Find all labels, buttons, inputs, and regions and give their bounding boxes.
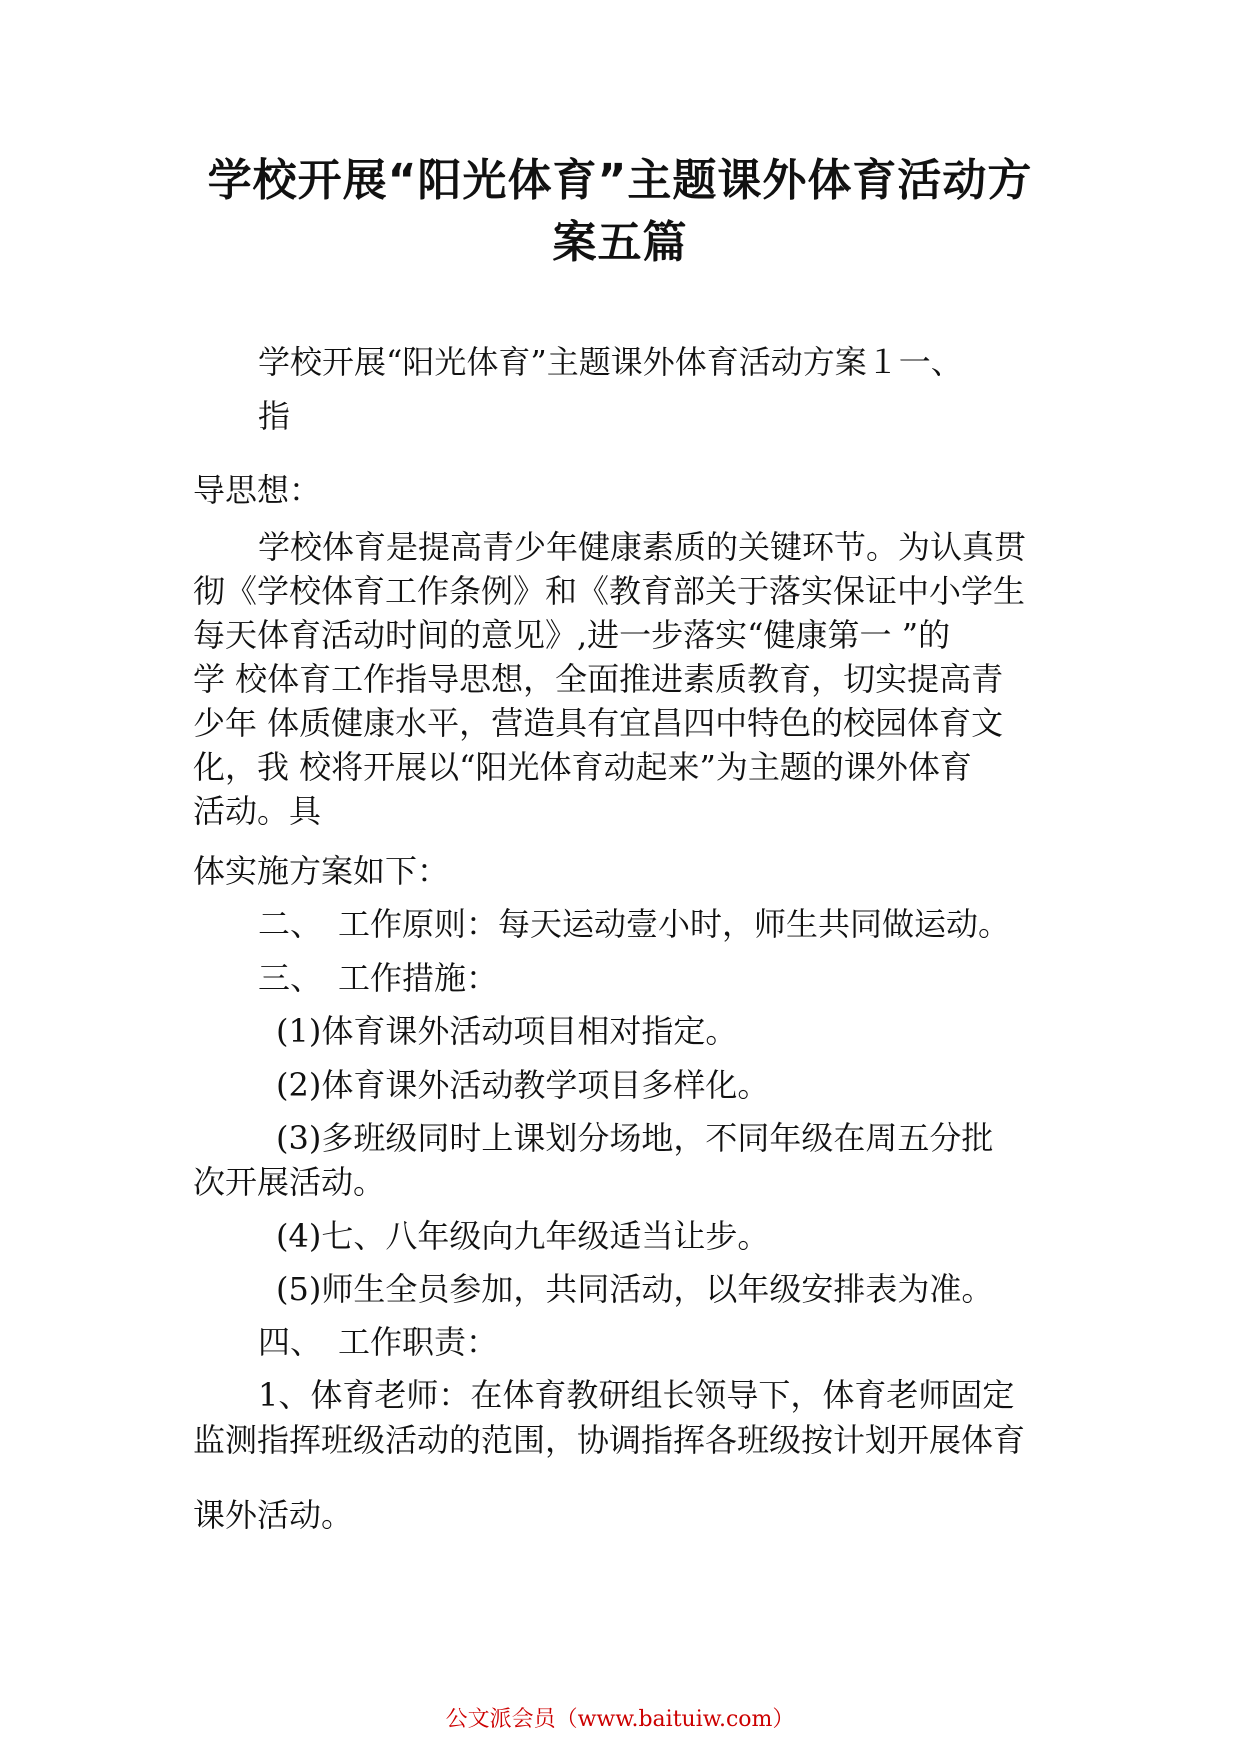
body-line: (5)师生全员参加，共同活动，以年级安排表为准。 [276,1270,994,1308]
body-line: (4)七、八年级向九年级适当让步。 [276,1217,770,1255]
body-line: (2)体育课外活动教学项目多样化。 [276,1066,770,1104]
body-line: 活动。具 [193,792,322,830]
body-line: 学 校体育工作指导思想，全面推进素质教育，切实提高青 [193,660,1004,698]
body-line: 体实施方案如下： [193,852,450,890]
body-line: 导思想： [193,471,322,509]
body-line: (1)体育课外活动项目相对指定。 [276,1012,738,1050]
watermark-footer: 公文派会员（www.baituiw.com） [445,1707,795,1732]
body-line: 指 [258,397,291,435]
body-line: 监测指挥班级活动的范围，协调指挥各班级按计划开展体育 [193,1421,1026,1459]
body-line: 1、体育老师：在体育教研组长领导下，体育老师固定 [258,1376,1015,1414]
body-line: 三、 工作措施： [258,959,499,997]
title-line-1: 学校开展“阳光体育”主题课外体育活动方 [207,155,1033,206]
body-line: 课外活动。 [193,1496,354,1534]
body-line: 彻《学校体育工作条例》和《教育部关于落实保证中小学生 [193,572,1026,610]
body-line: 二、 工作原则：每天运动壹小时，师生共同做运动。 [258,905,1011,943]
body-line: 化，我 校将开展以“阳光体育动起来”为主题的课外体育 [193,748,972,786]
title-line-2: 案五篇 [552,217,688,268]
document-title [180,150,1060,274]
body-line: 次开展活动。 [193,1163,386,1201]
body-line: (3)多班级同时上课划分场地，不同年级在周五分批 [276,1119,994,1157]
body-line: 四、 工作职责： [258,1323,499,1361]
body-line: 少年 体质健康水平，营造具有宜昌四中特色的校园体育文 [193,704,1004,742]
body-line: 学校开展“阳光体育”主题课外体育活动方案１一、 [258,343,963,381]
body-line: 学校体育是提高青少年健康素质的关键环节。为认真贯 [258,528,1027,566]
body-line: 每天体育活动时间的意见》,进一步落实“健康第一 ”的 [193,616,951,654]
